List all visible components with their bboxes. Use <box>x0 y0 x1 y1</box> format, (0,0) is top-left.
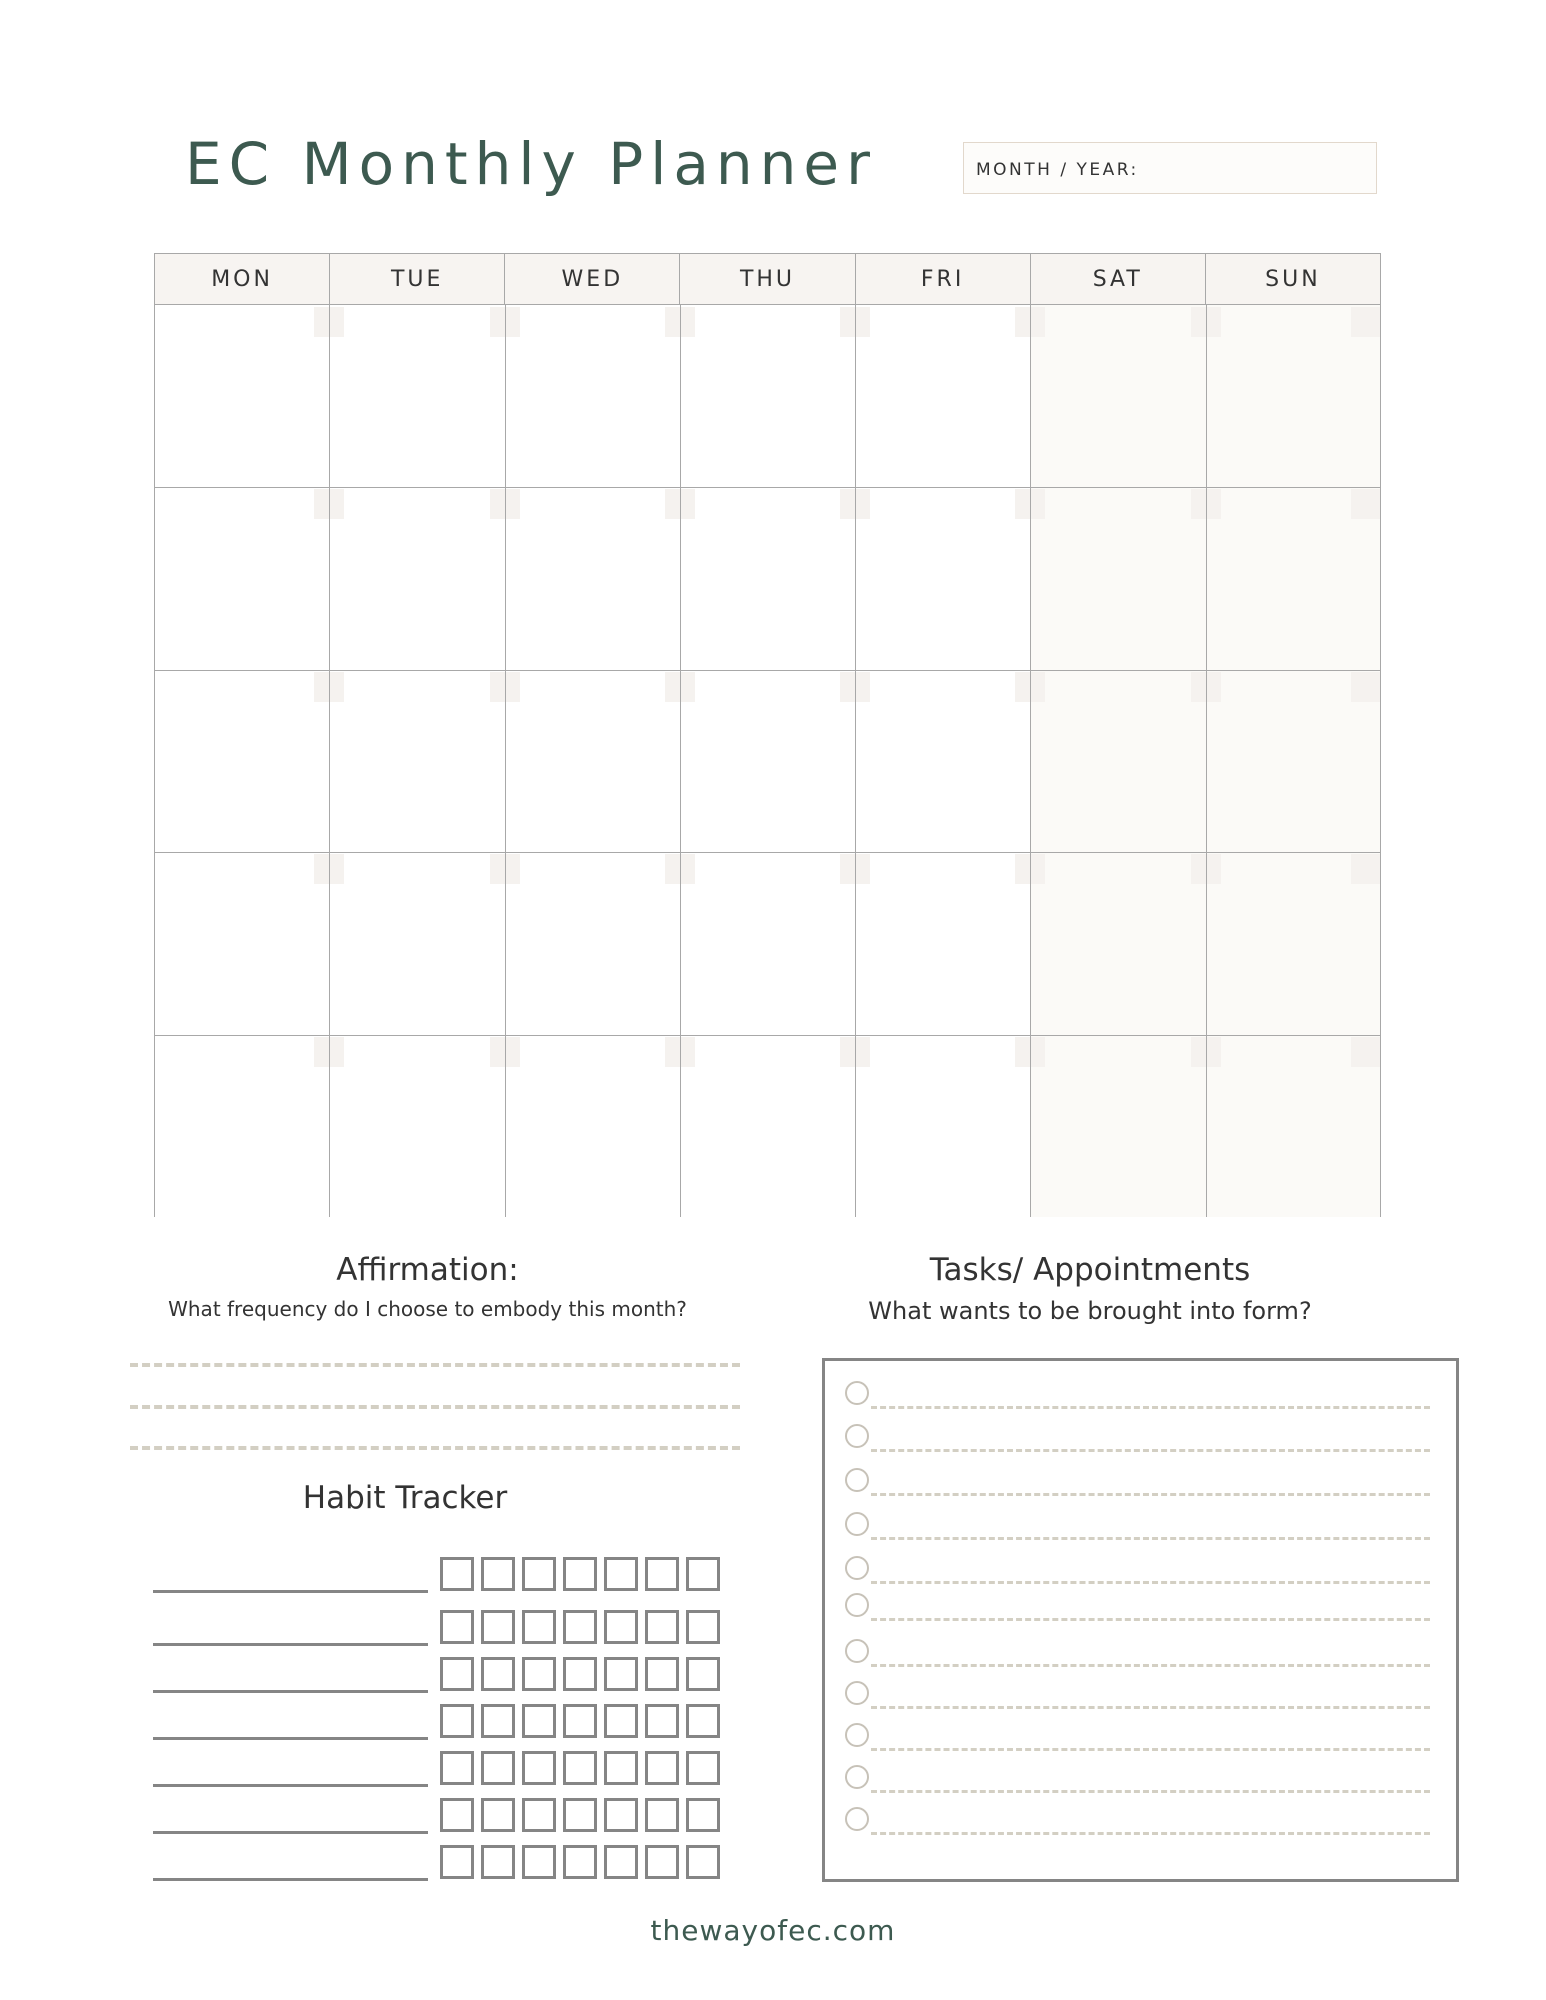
habit-name-line[interactable] <box>153 1737 428 1740</box>
task-entry-line[interactable] <box>871 1832 1430 1835</box>
task-checkbox-circle[interactable] <box>845 1512 869 1536</box>
habit-checkbox[interactable] <box>686 1798 720 1832</box>
habit-name-line[interactable] <box>153 1690 428 1693</box>
habit-checkbox[interactable] <box>686 1557 720 1591</box>
habit-checkbox[interactable] <box>522 1657 556 1691</box>
habit-checkbox[interactable] <box>604 1751 638 1785</box>
calendar-day-cell[interactable] <box>154 305 329 487</box>
habit-name-line[interactable] <box>153 1784 428 1787</box>
habit-checkbox[interactable] <box>522 1845 556 1879</box>
tasks-title: Tasks/ Appointments <box>929 1252 1251 1288</box>
grid-column-line <box>680 305 681 1217</box>
habit-checkbox[interactable] <box>481 1845 515 1879</box>
grid-column-line <box>329 305 330 1217</box>
habit-checkbox[interactable] <box>481 1798 515 1832</box>
date-number-box <box>1351 307 1381 337</box>
calendar-day-cell[interactable] <box>154 1035 329 1217</box>
task-checkbox-circle[interactable] <box>845 1556 869 1580</box>
habit-checkbox[interactable] <box>563 1704 597 1738</box>
habit-checkbox[interactable] <box>481 1557 515 1591</box>
task-entry-line[interactable] <box>871 1406 1430 1409</box>
habit-checkbox[interactable] <box>686 1610 720 1644</box>
grid-column-line <box>154 305 155 1217</box>
habit-checkbox[interactable] <box>686 1845 720 1879</box>
calendar-day-cell[interactable] <box>329 487 504 669</box>
habit-checkboxes <box>440 1704 720 1738</box>
task-checkbox-circle[interactable] <box>845 1468 869 1492</box>
task-item <box>845 1468 1430 1498</box>
grid-row-line <box>154 852 1381 853</box>
habit-name-line[interactable] <box>153 1831 428 1834</box>
calendar-day-cell[interactable] <box>329 670 504 852</box>
habit-name-line[interactable] <box>153 1878 428 1881</box>
calendar-day-cell[interactable] <box>855 1035 1030 1217</box>
affirmation-line[interactable] <box>130 1446 740 1450</box>
habit-checkbox[interactable] <box>440 1557 474 1591</box>
habit-checkbox[interactable] <box>440 1610 474 1644</box>
habit-checkbox[interactable] <box>481 1657 515 1691</box>
habit-checkbox[interactable] <box>645 1610 679 1644</box>
calendar-day-cell[interactable] <box>505 1035 680 1217</box>
habit-checkbox[interactable] <box>645 1845 679 1879</box>
calendar-day-cell[interactable] <box>680 487 855 669</box>
habit-row <box>153 1657 713 1693</box>
calendar-day-cell[interactable] <box>1030 305 1205 487</box>
task-item <box>845 1723 1430 1753</box>
affirmation-title: Affirmation: <box>336 1252 519 1288</box>
task-item <box>845 1381 1430 1411</box>
grid-column-line <box>855 305 856 1217</box>
calendar-grid <box>154 305 1381 1217</box>
habit-checkbox[interactable] <box>522 1610 556 1644</box>
habit-checkboxes <box>440 1657 720 1691</box>
habit-checkbox[interactable] <box>522 1798 556 1832</box>
habit-name-line[interactable] <box>153 1643 428 1646</box>
calendar-day-cell[interactable] <box>1030 670 1205 852</box>
habit-row <box>153 1704 713 1740</box>
grid-row-line <box>154 670 1381 671</box>
habit-checkbox[interactable] <box>686 1704 720 1738</box>
task-checkbox-circle[interactable] <box>845 1593 869 1617</box>
day-header-wed: WED <box>504 254 679 304</box>
footer-website[interactable]: thewayofec.com <box>650 1914 896 1947</box>
habit-checkbox[interactable] <box>604 1610 638 1644</box>
habit-checkbox[interactable] <box>563 1557 597 1591</box>
task-checkbox-circle[interactable] <box>845 1681 869 1705</box>
habit-checkboxes <box>440 1557 720 1591</box>
task-item <box>845 1807 1430 1837</box>
habit-checkboxes <box>440 1845 720 1879</box>
calendar-day-cell[interactable] <box>505 487 680 669</box>
task-entry-line[interactable] <box>871 1790 1430 1793</box>
habit-checkbox[interactable] <box>440 1704 474 1738</box>
date-number-box <box>1351 854 1381 884</box>
habit-checkbox[interactable] <box>563 1751 597 1785</box>
habit-checkbox[interactable] <box>645 1657 679 1691</box>
calendar-day-cell[interactable] <box>154 670 329 852</box>
task-checkbox-circle[interactable] <box>845 1424 869 1448</box>
grid-row-line <box>154 487 1381 488</box>
calendar-day-cell[interactable] <box>154 852 329 1034</box>
habit-checkbox[interactable] <box>604 1798 638 1832</box>
calendar-day-cell[interactable] <box>680 670 855 852</box>
habit-checkbox[interactable] <box>604 1845 638 1879</box>
grid-column-line <box>1030 305 1031 1217</box>
task-entry-line[interactable] <box>871 1537 1430 1540</box>
task-entry-line[interactable] <box>871 1581 1430 1584</box>
task-item <box>845 1424 1430 1454</box>
calendar-day-cell[interactable] <box>680 1035 855 1217</box>
grid-column-line <box>1206 305 1207 1217</box>
habit-checkboxes <box>440 1610 720 1644</box>
habit-checkbox[interactable] <box>522 1557 556 1591</box>
calendar-day-cell[interactable] <box>1030 487 1205 669</box>
task-item <box>845 1593 1430 1623</box>
habit-row <box>153 1751 713 1787</box>
calendar-day-cell[interactable] <box>505 852 680 1034</box>
habit-name-line[interactable] <box>153 1590 428 1593</box>
grid-row-line <box>154 1035 1381 1036</box>
tasks-prompt: What wants to be brought into form? <box>868 1297 1312 1325</box>
calendar-day-cell[interactable] <box>855 305 1030 487</box>
grid-column-line <box>1380 305 1381 1217</box>
day-header-sun: SUN <box>1205 254 1380 304</box>
habit-checkbox[interactable] <box>686 1751 720 1785</box>
task-entry-line[interactable] <box>871 1618 1430 1621</box>
day-header-tue: TUE <box>329 254 504 304</box>
habit-checkbox[interactable] <box>522 1751 556 1785</box>
task-item <box>845 1681 1430 1711</box>
affirmation-line[interactable] <box>130 1363 740 1367</box>
habit-checkbox[interactable] <box>522 1704 556 1738</box>
calendar-day-cell[interactable] <box>329 852 504 1034</box>
calendar-day-cell[interactable] <box>1030 1035 1205 1217</box>
habit-checkbox[interactable] <box>481 1610 515 1644</box>
habit-checkbox[interactable] <box>604 1704 638 1738</box>
calendar-day-cell[interactable] <box>855 670 1030 852</box>
calendar-day-cell[interactable] <box>329 1035 504 1217</box>
habit-row <box>153 1798 713 1834</box>
task-item <box>845 1639 1430 1669</box>
habit-checkbox[interactable] <box>604 1657 638 1691</box>
habit-checkbox[interactable] <box>563 1845 597 1879</box>
habit-checkbox[interactable] <box>440 1657 474 1691</box>
habit-checkbox[interactable] <box>440 1845 474 1879</box>
calendar-day-cell[interactable] <box>680 305 855 487</box>
date-number-box <box>1351 489 1381 519</box>
date-number-box <box>1351 1037 1381 1067</box>
task-entry-line[interactable] <box>871 1493 1430 1496</box>
task-checkbox-circle[interactable] <box>845 1381 869 1405</box>
habit-checkbox[interactable] <box>563 1657 597 1691</box>
habit-checkbox[interactable] <box>563 1798 597 1832</box>
task-checkbox-circle[interactable] <box>845 1639 869 1663</box>
date-number-box <box>1351 672 1381 702</box>
habit-checkboxes <box>440 1798 720 1832</box>
habit-row <box>153 1557 713 1593</box>
page-title: EC Monthly Planner <box>185 130 877 198</box>
day-header-sat: SAT <box>1030 254 1205 304</box>
task-entry-line[interactable] <box>871 1706 1430 1709</box>
habit-checkbox[interactable] <box>686 1657 720 1691</box>
habit-checkbox[interactable] <box>481 1751 515 1785</box>
habit-checkboxes <box>440 1751 720 1785</box>
calendar-day-cell[interactable] <box>505 305 680 487</box>
habit-checkbox[interactable] <box>604 1557 638 1591</box>
calendar-day-cell[interactable] <box>855 487 1030 669</box>
task-entry-line[interactable] <box>871 1664 1430 1667</box>
task-item <box>845 1765 1430 1795</box>
habit-checkbox[interactable] <box>645 1557 679 1591</box>
habit-checkbox[interactable] <box>645 1704 679 1738</box>
habit-checkbox[interactable] <box>440 1751 474 1785</box>
task-item <box>845 1512 1430 1542</box>
task-entry-line[interactable] <box>871 1748 1430 1751</box>
calendar-day-cell[interactable] <box>505 670 680 852</box>
task-item <box>845 1556 1430 1586</box>
task-entry-line[interactable] <box>871 1449 1430 1452</box>
calendar-header <box>154 253 1381 305</box>
calendar-day-cell[interactable] <box>154 487 329 669</box>
calendar-day-cell[interactable] <box>855 852 1030 1034</box>
task-checkbox-circle[interactable] <box>845 1765 869 1789</box>
month-year-label: MONTH / YEAR: <box>976 160 1139 180</box>
day-header-fri: FRI <box>855 254 1030 304</box>
day-header-thu: THU <box>679 254 854 304</box>
habit-checkbox[interactable] <box>440 1798 474 1832</box>
calendar-day-cell[interactable] <box>1030 852 1205 1034</box>
month-year-field[interactable] <box>963 142 1377 194</box>
habit-checkbox[interactable] <box>645 1751 679 1785</box>
tasks-list-box <box>822 1358 1459 1882</box>
habit-checkbox[interactable] <box>645 1798 679 1832</box>
calendar-day-cell[interactable] <box>680 852 855 1034</box>
habit-row <box>153 1610 713 1646</box>
habit-row <box>153 1845 713 1881</box>
habit-checkbox[interactable] <box>481 1704 515 1738</box>
habit-tracker-title: Habit Tracker <box>302 1480 508 1516</box>
task-checkbox-circle[interactable] <box>845 1723 869 1747</box>
grid-column-line <box>505 305 506 1217</box>
day-header-mon: MON <box>211 266 273 292</box>
calendar-day-cell[interactable] <box>329 305 504 487</box>
habit-checkbox[interactable] <box>563 1610 597 1644</box>
task-checkbox-circle[interactable] <box>845 1807 869 1831</box>
affirmation-line[interactable] <box>130 1405 740 1409</box>
affirmation-prompt: What frequency do I choose to embody this month? <box>168 1297 687 1321</box>
